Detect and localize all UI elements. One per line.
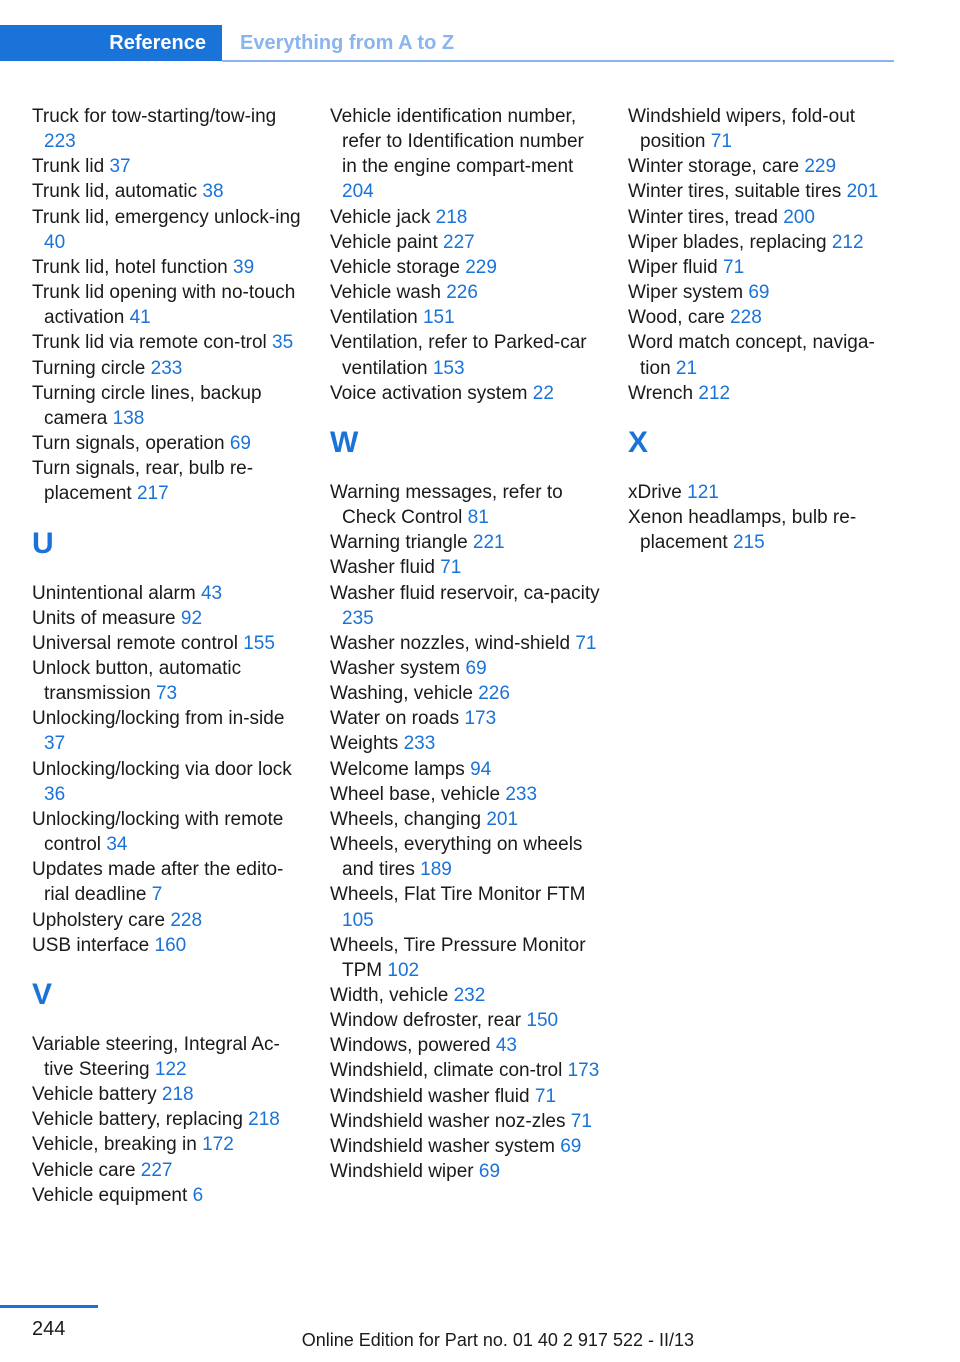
- index-term: Vehicle wash: [330, 282, 441, 304]
- index-term: Window defroster, rear: [330, 1010, 522, 1032]
- index-entry: [330, 381, 602, 406]
- index-term: Wheels, Tire Pressure Monitor TPM: [330, 934, 586, 981]
- page-link[interactable]: 22: [532, 382, 554, 404]
- index-term: Wheel base, vehicle: [330, 783, 501, 805]
- page-link[interactable]: 71: [570, 1110, 592, 1132]
- index-entry: [330, 1058, 602, 1083]
- page-link[interactable]: 228: [730, 307, 762, 329]
- index-entry: [32, 330, 304, 355]
- index-term: Ventilation: [330, 307, 418, 329]
- page-link[interactable]: 7: [151, 884, 163, 906]
- index-entry: [32, 154, 304, 179]
- index-entry: [628, 305, 900, 330]
- page-link[interactable]: 102: [387, 959, 420, 981]
- page-link[interactable]: 69: [465, 657, 487, 679]
- index-entry: [32, 1183, 304, 1208]
- index-term: Turn signals, rear, bulb re-placement: [32, 458, 254, 505]
- index-entry: [32, 757, 304, 807]
- index-term: Vehicle battery, replacing: [32, 1109, 243, 1131]
- index-entry: [32, 908, 304, 933]
- index-entry: [32, 1158, 304, 1183]
- index-entry: [330, 656, 602, 681]
- index-entry: [330, 782, 602, 807]
- page-header: [0, 0, 960, 62]
- index-entry: [330, 757, 602, 782]
- page-number: 244: [32, 1318, 66, 1340]
- index-term: Wiper fluid: [628, 256, 718, 278]
- index-entry: [628, 154, 900, 179]
- index-entry: [330, 330, 602, 380]
- index-column-3: [628, 104, 900, 555]
- page-link[interactable]: 233: [403, 733, 436, 755]
- index-entry: [330, 681, 602, 706]
- index-term: Windshield wiper: [330, 1161, 474, 1183]
- page-link[interactable]: 189: [420, 859, 452, 881]
- index-entry: [330, 882, 602, 932]
- page-link[interactable]: 155: [243, 632, 275, 654]
- index-term: Weights: [330, 733, 399, 755]
- page-link[interactable]: 226: [446, 282, 478, 304]
- index-term: Windows, powered: [330, 1035, 491, 1057]
- index-entry: [330, 983, 602, 1008]
- index-term: Upholstery care: [32, 909, 166, 931]
- index-entry: [628, 179, 900, 204]
- index-entry: [628, 230, 900, 255]
- index-term: Wheels, everything on wheels and tires: [330, 834, 583, 881]
- index-term: Unlocking/locking with remote control: [32, 808, 284, 856]
- index-entry: [330, 581, 602, 631]
- page-link[interactable]: 232: [453, 985, 486, 1006]
- index-term: Windshield wipers, fold-out position: [628, 106, 856, 153]
- index-entry: [330, 104, 602, 205]
- index-term: Windshield washer system: [330, 1135, 555, 1157]
- page-link[interactable]: 105: [342, 909, 374, 931]
- index-entry: [32, 255, 304, 280]
- page-link[interactable]: 172: [202, 1134, 234, 1156]
- index-entry: [628, 255, 900, 280]
- index-entry: [628, 381, 900, 406]
- page-link[interactable]: 122: [154, 1059, 187, 1080]
- index-entry: [32, 1132, 304, 1157]
- index-term: Winter tires, tread: [628, 206, 778, 228]
- page-link[interactable]: 218: [161, 1084, 194, 1106]
- index-entry: [32, 1107, 304, 1132]
- section-letter: V: [32, 977, 53, 1011]
- index-entry: [330, 1084, 602, 1109]
- tab-reference: Reference: [0, 25, 222, 61]
- index-term: Vehicle care: [32, 1159, 136, 1181]
- index-entry: [330, 530, 602, 555]
- page-link[interactable]: 233: [150, 357, 183, 379]
- page-link[interactable]: 69: [478, 1161, 501, 1183]
- page-link[interactable]: 223: [44, 131, 76, 153]
- index-term: Unlocking/locking via door lock: [32, 758, 292, 780]
- page-link[interactable]: 235: [342, 607, 374, 629]
- index-term: Universal remote control: [32, 632, 238, 654]
- page-link[interactable]: 201: [846, 181, 879, 203]
- index-term: Wheels, changing: [330, 808, 482, 830]
- page-link[interactable]: 218: [248, 1109, 280, 1131]
- page-link[interactable]: 71: [575, 632, 597, 654]
- index-term: Water on roads: [330, 708, 460, 730]
- index-entry: [32, 807, 304, 857]
- page-link[interactable]: 69: [229, 433, 251, 455]
- tab-section-title: Everything from A to Z: [240, 31, 455, 54]
- page-link[interactable]: 212: [831, 231, 864, 253]
- index-entry: [330, 731, 602, 756]
- page-link[interactable]: 43: [200, 582, 223, 604]
- page-link[interactable]: 21: [675, 357, 698, 379]
- index-term: Updates made after the edito-rial deadline: [32, 859, 284, 906]
- index-term: Wrench: [628, 382, 694, 404]
- index-entry: [628, 280, 900, 305]
- index-term: Warning triangle: [330, 532, 468, 554]
- index-entry: [330, 1134, 602, 1159]
- page-link[interactable]: 81: [467, 507, 489, 529]
- index-term: xDrive: [628, 481, 682, 503]
- page-link[interactable]: 228: [170, 909, 203, 931]
- index-entry: [32, 1032, 304, 1082]
- index-entry: [32, 1082, 304, 1107]
- page-link[interactable]: 227: [140, 1159, 173, 1181]
- page-link[interactable]: 229: [804, 156, 837, 178]
- page-link[interactable]: 71: [534, 1085, 557, 1107]
- page-link[interactable]: 41: [129, 307, 151, 329]
- index-entry: [32, 656, 304, 706]
- index-entry: [330, 1109, 602, 1134]
- index-column-1: [32, 104, 304, 1208]
- index-entry: [330, 555, 602, 580]
- page-link[interactable]: 37: [109, 156, 131, 178]
- index-term: Turn signals, operation: [32, 433, 225, 455]
- index-column-2: [330, 104, 602, 1184]
- page-link[interactable]: 218: [435, 206, 468, 228]
- index-entry: [32, 631, 304, 656]
- index-term: Trunk lid, automatic: [32, 181, 198, 203]
- page-link[interactable]: 151: [422, 307, 455, 329]
- header-rule: [222, 60, 894, 62]
- index-term: Vehicle paint: [330, 231, 438, 253]
- index-entry: [32, 933, 304, 958]
- page-link[interactable]: 153: [432, 357, 465, 379]
- index-entry: [330, 1008, 602, 1033]
- index-term: Washer system: [330, 657, 461, 679]
- index-term: Voice activation system: [330, 382, 528, 404]
- page-link[interactable]: 73: [155, 683, 178, 705]
- page-link[interactable]: 221: [472, 532, 505, 554]
- index-term: Ventilation, refer to Parked-car ventilation: [330, 332, 587, 379]
- index-entry: [628, 104, 900, 154]
- page-link[interactable]: 215: [732, 532, 765, 554]
- index-term: Turning circle: [32, 357, 146, 379]
- page-link[interactable]: 71: [723, 256, 745, 278]
- index-entry: [330, 933, 602, 983]
- page-link[interactable]: 38: [202, 181, 224, 203]
- page-link[interactable]: 233: [505, 783, 538, 805]
- page-link[interactable]: 173: [464, 708, 497, 730]
- page-link[interactable]: 204: [342, 181, 374, 203]
- index-entry: [330, 255, 602, 280]
- index-term: Washing, vehicle: [330, 683, 473, 705]
- index-term: Vehicle identification number, refer to Identification number in the engine compart-ment: [330, 106, 584, 178]
- page-link[interactable]: 121: [687, 481, 719, 503]
- index-term: Unlock button, automatic transmission: [32, 657, 242, 705]
- index-entry: [32, 356, 304, 381]
- index-entry: [330, 1033, 602, 1058]
- index-entry: [330, 706, 602, 731]
- index-term: Washer fluid reservoir, ca-pacity: [330, 582, 600, 604]
- index-term: Wiper system: [628, 282, 744, 304]
- index-term: Trunk lid, emergency unlock-ing: [32, 206, 301, 228]
- index-entry: [32, 706, 304, 756]
- index-term: Trunk lid opening with no-touch activation: [32, 282, 296, 329]
- section-letter: W: [330, 425, 359, 459]
- index-entry: [32, 179, 304, 204]
- index-term: Width, vehicle: [330, 985, 449, 1006]
- index-entry: [628, 330, 900, 380]
- index-entry: [32, 857, 304, 907]
- page-link[interactable]: 227: [443, 231, 475, 253]
- index-term: Wiper blades, replacing: [628, 231, 827, 253]
- page-link[interactable]: 39: [233, 256, 255, 278]
- page-link[interactable]: 226: [478, 683, 510, 705]
- index-term: Winter storage, care: [628, 156, 800, 178]
- index-entry: [628, 505, 900, 555]
- index-entry: [32, 381, 304, 431]
- footer-rule: [0, 1305, 98, 1308]
- index-term: Washer fluid: [330, 557, 435, 579]
- index-term: Warning messages, refer to Check Control: [330, 481, 563, 529]
- page-link[interactable]: 71: [440, 557, 462, 579]
- page-link[interactable]: 200: [783, 206, 815, 228]
- index-term: Washer nozzles, wind-shield: [330, 632, 571, 654]
- page-link[interactable]: 217: [136, 483, 169, 505]
- section-letter: X: [628, 425, 649, 459]
- section-letter: U: [32, 526, 54, 560]
- index-term: USB interface: [32, 934, 150, 956]
- index-entry: [330, 230, 602, 255]
- index-term: Trunk lid via remote con-trol: [32, 332, 267, 354]
- index-entry: [628, 205, 900, 230]
- edition-note: Online Edition for Part no. 01 40 2 917 522 - II/13: [301, 1330, 694, 1350]
- page-link[interactable]: 71: [710, 131, 732, 153]
- index-term: Windshield, climate con-trol: [330, 1060, 563, 1082]
- index-term: Vehicle jack: [330, 206, 431, 228]
- index-entry: [330, 480, 602, 530]
- page-link[interactable]: 173: [567, 1060, 600, 1082]
- page-link[interactable]: 229: [465, 256, 497, 278]
- page-link[interactable]: 94: [470, 758, 492, 780]
- page-link[interactable]: 35: [272, 332, 294, 354]
- page-link[interactable]: 36: [44, 783, 66, 805]
- page-link[interactable]: 69: [748, 282, 770, 304]
- page-link[interactable]: 34: [106, 834, 128, 856]
- index-term: Windshield washer noz-zles: [330, 1110, 566, 1132]
- index-entry: [32, 431, 304, 456]
- index-entry: [32, 205, 304, 255]
- index-term: Vehicle equipment: [32, 1184, 188, 1206]
- index-term: Word match concept, naviga-tion: [628, 332, 875, 379]
- page-link[interactable]: 92: [180, 607, 203, 629]
- index-entry: [330, 832, 602, 882]
- page-link[interactable]: 6: [192, 1184, 204, 1206]
- index-entry: [330, 631, 602, 656]
- index-term: Unlocking/locking from in-side: [32, 708, 285, 730]
- index-term: Wood, care: [628, 307, 725, 329]
- index-entry: [330, 205, 602, 230]
- index-term: Welcome lamps: [330, 758, 465, 780]
- index-entry: [330, 305, 602, 330]
- index-term: Vehicle, breaking in: [32, 1134, 197, 1156]
- index-term: Units of measure: [32, 607, 176, 629]
- index-entry: [32, 104, 304, 154]
- index-entry: [32, 606, 304, 631]
- index-entry: [330, 280, 602, 305]
- index-entry: [330, 807, 602, 832]
- page-link[interactable]: 212: [698, 382, 731, 404]
- index-term: Trunk lid, hotel function: [32, 256, 228, 278]
- index-entry: [330, 1159, 602, 1184]
- index-entry: [32, 280, 304, 330]
- index-term: Unintentional alarm: [32, 582, 196, 604]
- index-entry: [628, 480, 900, 505]
- index-term: Xenon headlamps, bulb re-placement: [628, 507, 857, 554]
- page-link[interactable]: 40: [44, 231, 66, 253]
- index-term: Trunk lid: [32, 156, 105, 178]
- index-term: Variable steering, Integral Ac-tive Steering: [32, 1033, 280, 1080]
- index-term: Vehicle battery: [32, 1084, 157, 1106]
- page-link[interactable]: 150: [526, 1010, 559, 1032]
- page-link[interactable]: 160: [154, 934, 187, 956]
- page-link[interactable]: 37: [44, 733, 66, 755]
- index-entry: [32, 581, 304, 606]
- index-term: Winter tires, suitable tires: [628, 181, 842, 203]
- index-entry: [32, 456, 304, 506]
- page-link[interactable]: 201: [486, 808, 519, 830]
- page-link[interactable]: 43: [495, 1035, 517, 1057]
- page-link[interactable]: 69: [560, 1135, 582, 1157]
- index-term: Windshield washer fluid: [330, 1085, 530, 1107]
- index-term: Turning circle lines, backup camera: [32, 382, 262, 429]
- index-term: Wheels, Flat Tire Monitor FTM: [330, 884, 586, 906]
- index-term: Truck for tow-starting/tow-ing: [32, 106, 277, 127]
- index-term: Vehicle storage: [330, 256, 460, 278]
- page-link[interactable]: 138: [112, 407, 145, 429]
